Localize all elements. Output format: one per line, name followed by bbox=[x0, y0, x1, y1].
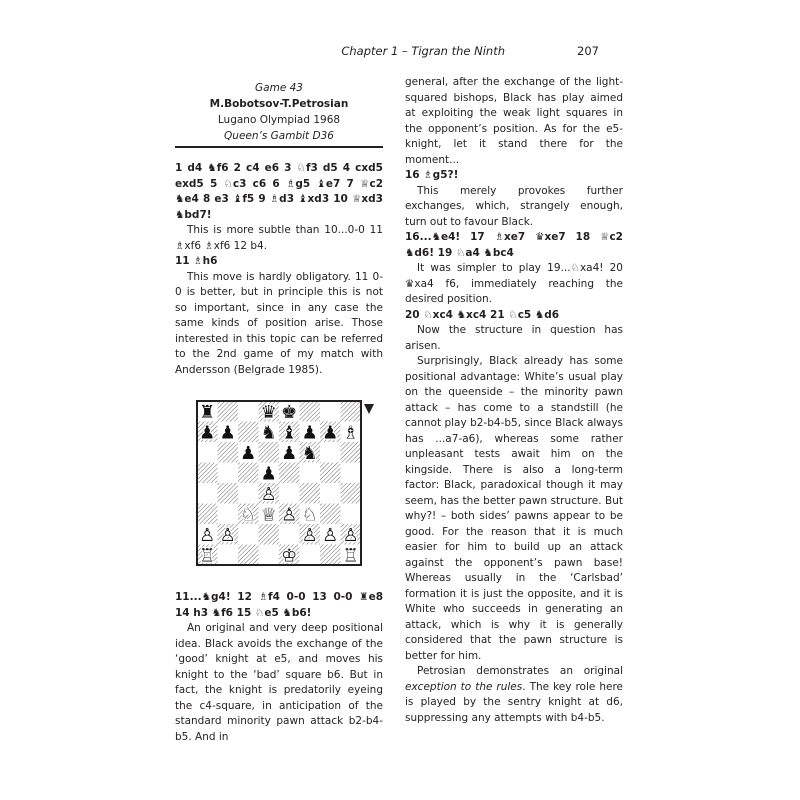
game-opening: Queen’s Gambit D36 bbox=[175, 128, 383, 148]
light-square bbox=[238, 483, 259, 504]
black-knight-piece-d7: ♞ bbox=[260, 422, 277, 444]
black-king-piece-e8: ♚ bbox=[281, 401, 298, 423]
white-pawn-piece-f2: ♙ bbox=[301, 524, 318, 546]
white-bishop-piece-h7: ♗ bbox=[342, 422, 359, 444]
black-bishop-piece-e7: ♝ bbox=[281, 422, 298, 444]
dark-square bbox=[238, 463, 259, 484]
light-square bbox=[218, 545, 239, 566]
dark-square bbox=[341, 483, 362, 504]
chapter-title: Chapter 1 – Tigran the Ninth bbox=[341, 44, 505, 58]
dark-square bbox=[279, 463, 300, 484]
dark-square bbox=[197, 463, 218, 484]
light-square bbox=[341, 504, 362, 525]
light-square bbox=[320, 401, 341, 422]
paragraph: general, after the exchange of the light-squared bishops, Black has play aimed at exploiting the weak light squares in the opponent’s position. As for the e5-knight, let it stand there for the moment... bbox=[405, 76, 623, 166]
light-square bbox=[218, 463, 239, 484]
light-square bbox=[341, 463, 362, 484]
light-square bbox=[300, 545, 321, 566]
moves-block: 11 ♗h6 bbox=[175, 255, 218, 267]
black-queen-piece-d8: ♛ bbox=[260, 401, 277, 423]
dark-square bbox=[259, 524, 280, 545]
white-queen-piece-d3: ♕ bbox=[260, 504, 277, 526]
white-rook-piece-h1: ♖ bbox=[342, 545, 359, 566]
text-run: . The key role here is played by the sentry knight at d6, suppressing any attempts with b4-b5. bbox=[405, 680, 623, 724]
paragraph bbox=[405, 664, 623, 726]
dark-square bbox=[238, 545, 259, 566]
emphasis-text: exception to the rules bbox=[405, 680, 523, 693]
paragraph: An original and very deep positional idea. Black avoids the exchange of the ‘good’ knight at e5, and moves his knight to the ‘bad’ square b6. But in fact, the knight is predatorily eyeing the c4-square, in anticipation of the standard minority pawn attack b2-b4-b5. And in bbox=[175, 622, 383, 743]
black-rook-piece-a8: ♜ bbox=[199, 401, 216, 423]
dark-square bbox=[341, 442, 362, 463]
white-king-piece-e1: ♔ bbox=[281, 545, 298, 566]
light-square bbox=[197, 483, 218, 504]
dark-square bbox=[320, 545, 341, 566]
light-square bbox=[259, 545, 280, 566]
light-square bbox=[320, 483, 341, 504]
game-heading bbox=[175, 80, 383, 148]
game-players: M.Bobotsov-T.Petrosian bbox=[209, 98, 349, 110]
black-to-move-arrow-icon bbox=[364, 404, 374, 414]
dark-square bbox=[197, 504, 218, 525]
paragraph: Now the structure in question has arisen. bbox=[405, 324, 623, 352]
black-pawn-piece-b7: ♟ bbox=[219, 422, 236, 444]
paragraph: This is more subtle than 10...0-0 11 ♗xf6 ♗xf6 12 b4. bbox=[175, 224, 383, 252]
light-square bbox=[279, 483, 300, 504]
light-square bbox=[300, 463, 321, 484]
moves-block: 11...♞g4! 12 ♗f4 0-0 13 0-0 ♜e8 14 h3 ♞f6 15 ♘e5 ♞b6! bbox=[175, 591, 383, 619]
black-knight-piece-f6: ♞ bbox=[301, 442, 318, 464]
black-pawn-piece-f7: ♟ bbox=[301, 422, 318, 444]
dark-square bbox=[238, 422, 259, 443]
white-pawn-piece-d4: ♙ bbox=[260, 483, 277, 505]
light-square bbox=[197, 442, 218, 463]
left-column bbox=[175, 75, 383, 745]
text-run: Petrosian demonstrates an original bbox=[417, 665, 623, 677]
black-pawn-piece-c6: ♟ bbox=[240, 442, 257, 464]
light-square bbox=[238, 401, 259, 422]
paragraph: Surprisingly, Black already has some positional advantage: White’s usual play on the queenside – the minority pawn attack – has come to a standstill (he cannot play b2-b4-b5, since Black always has ...a7-a6), whereas some rather unpleasant tests await him on the kingside. There is also a long-term factor: Black, paradoxical though it may seem, has the better pawn structure. But why?! – both sides’ pawns appear to be good. For the reason that it is much easier for him to build up an attack against the opponent’s pawn base! Whereas usually in the ‘Carlsbad’ formation it is just the opposite, and it is White who succeeds in generating an attack, which is why it is generally considered that the pawn structure is better for him. bbox=[405, 355, 623, 662]
paragraph: This move is hardly obligatory. 11 0-0 is better, but in principle this is not so important, since in any case the same kinds of position arise. Those interested in this topic can be referred to the 2nd game of my match with Andersson (Belgrade 1985). bbox=[175, 270, 383, 376]
light-square bbox=[279, 524, 300, 545]
moves-block: 1 d4 ♞f6 2 c4 e6 3 ♘f3 d5 4 cxd5 exd5 5 ♘c3 c6 6 ♗g5 ♝e7 7 ♕c2 ♞e4 8 e3 ♝f5 9 ♗d3 ♝xd3 10 ♕xd3 ♞bd7! bbox=[175, 162, 383, 221]
right-column bbox=[405, 75, 623, 726]
dark-square bbox=[218, 483, 239, 504]
dark-square bbox=[218, 442, 239, 463]
dark-square bbox=[300, 401, 321, 422]
black-pawn-piece-g7: ♟ bbox=[322, 422, 339, 444]
moves-block: 20 ♘xc4 ♞xc4 21 ♘c5 ♞d6 bbox=[405, 308, 560, 321]
dark-square bbox=[218, 401, 239, 422]
white-pawn-piece-a2: ♙ bbox=[199, 524, 216, 546]
paragraph: This merely provokes further exchanges, which, strangely enough, turn out to favour Black. bbox=[405, 184, 623, 228]
page-header bbox=[175, 44, 625, 64]
black-pawn-piece-d5: ♟ bbox=[260, 463, 277, 485]
paragraph: It was simpler to play 19...♘xa4! 20 ♛xa4 f6, immediately reaching the desired position. bbox=[405, 262, 623, 305]
dark-square bbox=[320, 504, 341, 525]
moves-block: 16 ♗g5?! bbox=[405, 169, 459, 181]
light-square bbox=[320, 442, 341, 463]
chessboard bbox=[196, 400, 362, 566]
page-number: 207 bbox=[577, 44, 599, 58]
white-knight-piece-f3: ♘ bbox=[301, 504, 318, 526]
white-pawn-piece-h2: ♙ bbox=[342, 524, 359, 546]
chess-diagram bbox=[175, 400, 383, 578]
white-pawn-piece-e3: ♙ bbox=[281, 504, 298, 526]
light-square bbox=[218, 504, 239, 525]
black-pawn-piece-a7: ♟ bbox=[199, 422, 216, 444]
dark-square bbox=[259, 442, 280, 463]
white-pawn-piece-b2: ♙ bbox=[219, 524, 236, 546]
dark-square bbox=[341, 401, 362, 422]
white-knight-piece-c3: ♘ bbox=[240, 504, 257, 526]
game-event: Lugano Olympiad 1968 bbox=[217, 114, 341, 126]
moves-block: 16...♞e4! 17 ♗xe7 ♛xe7 18 ♕c2 ♞d6! 19 ♘a4 ♞bc4 bbox=[405, 231, 623, 259]
dark-square bbox=[320, 463, 341, 484]
black-pawn-piece-e6: ♟ bbox=[281, 442, 298, 464]
white-rook-piece-a1: ♖ bbox=[199, 545, 216, 566]
white-pawn-piece-g2: ♙ bbox=[322, 524, 339, 546]
light-square bbox=[238, 524, 259, 545]
game-number: Game 43 bbox=[255, 82, 303, 94]
dark-square bbox=[300, 483, 321, 504]
